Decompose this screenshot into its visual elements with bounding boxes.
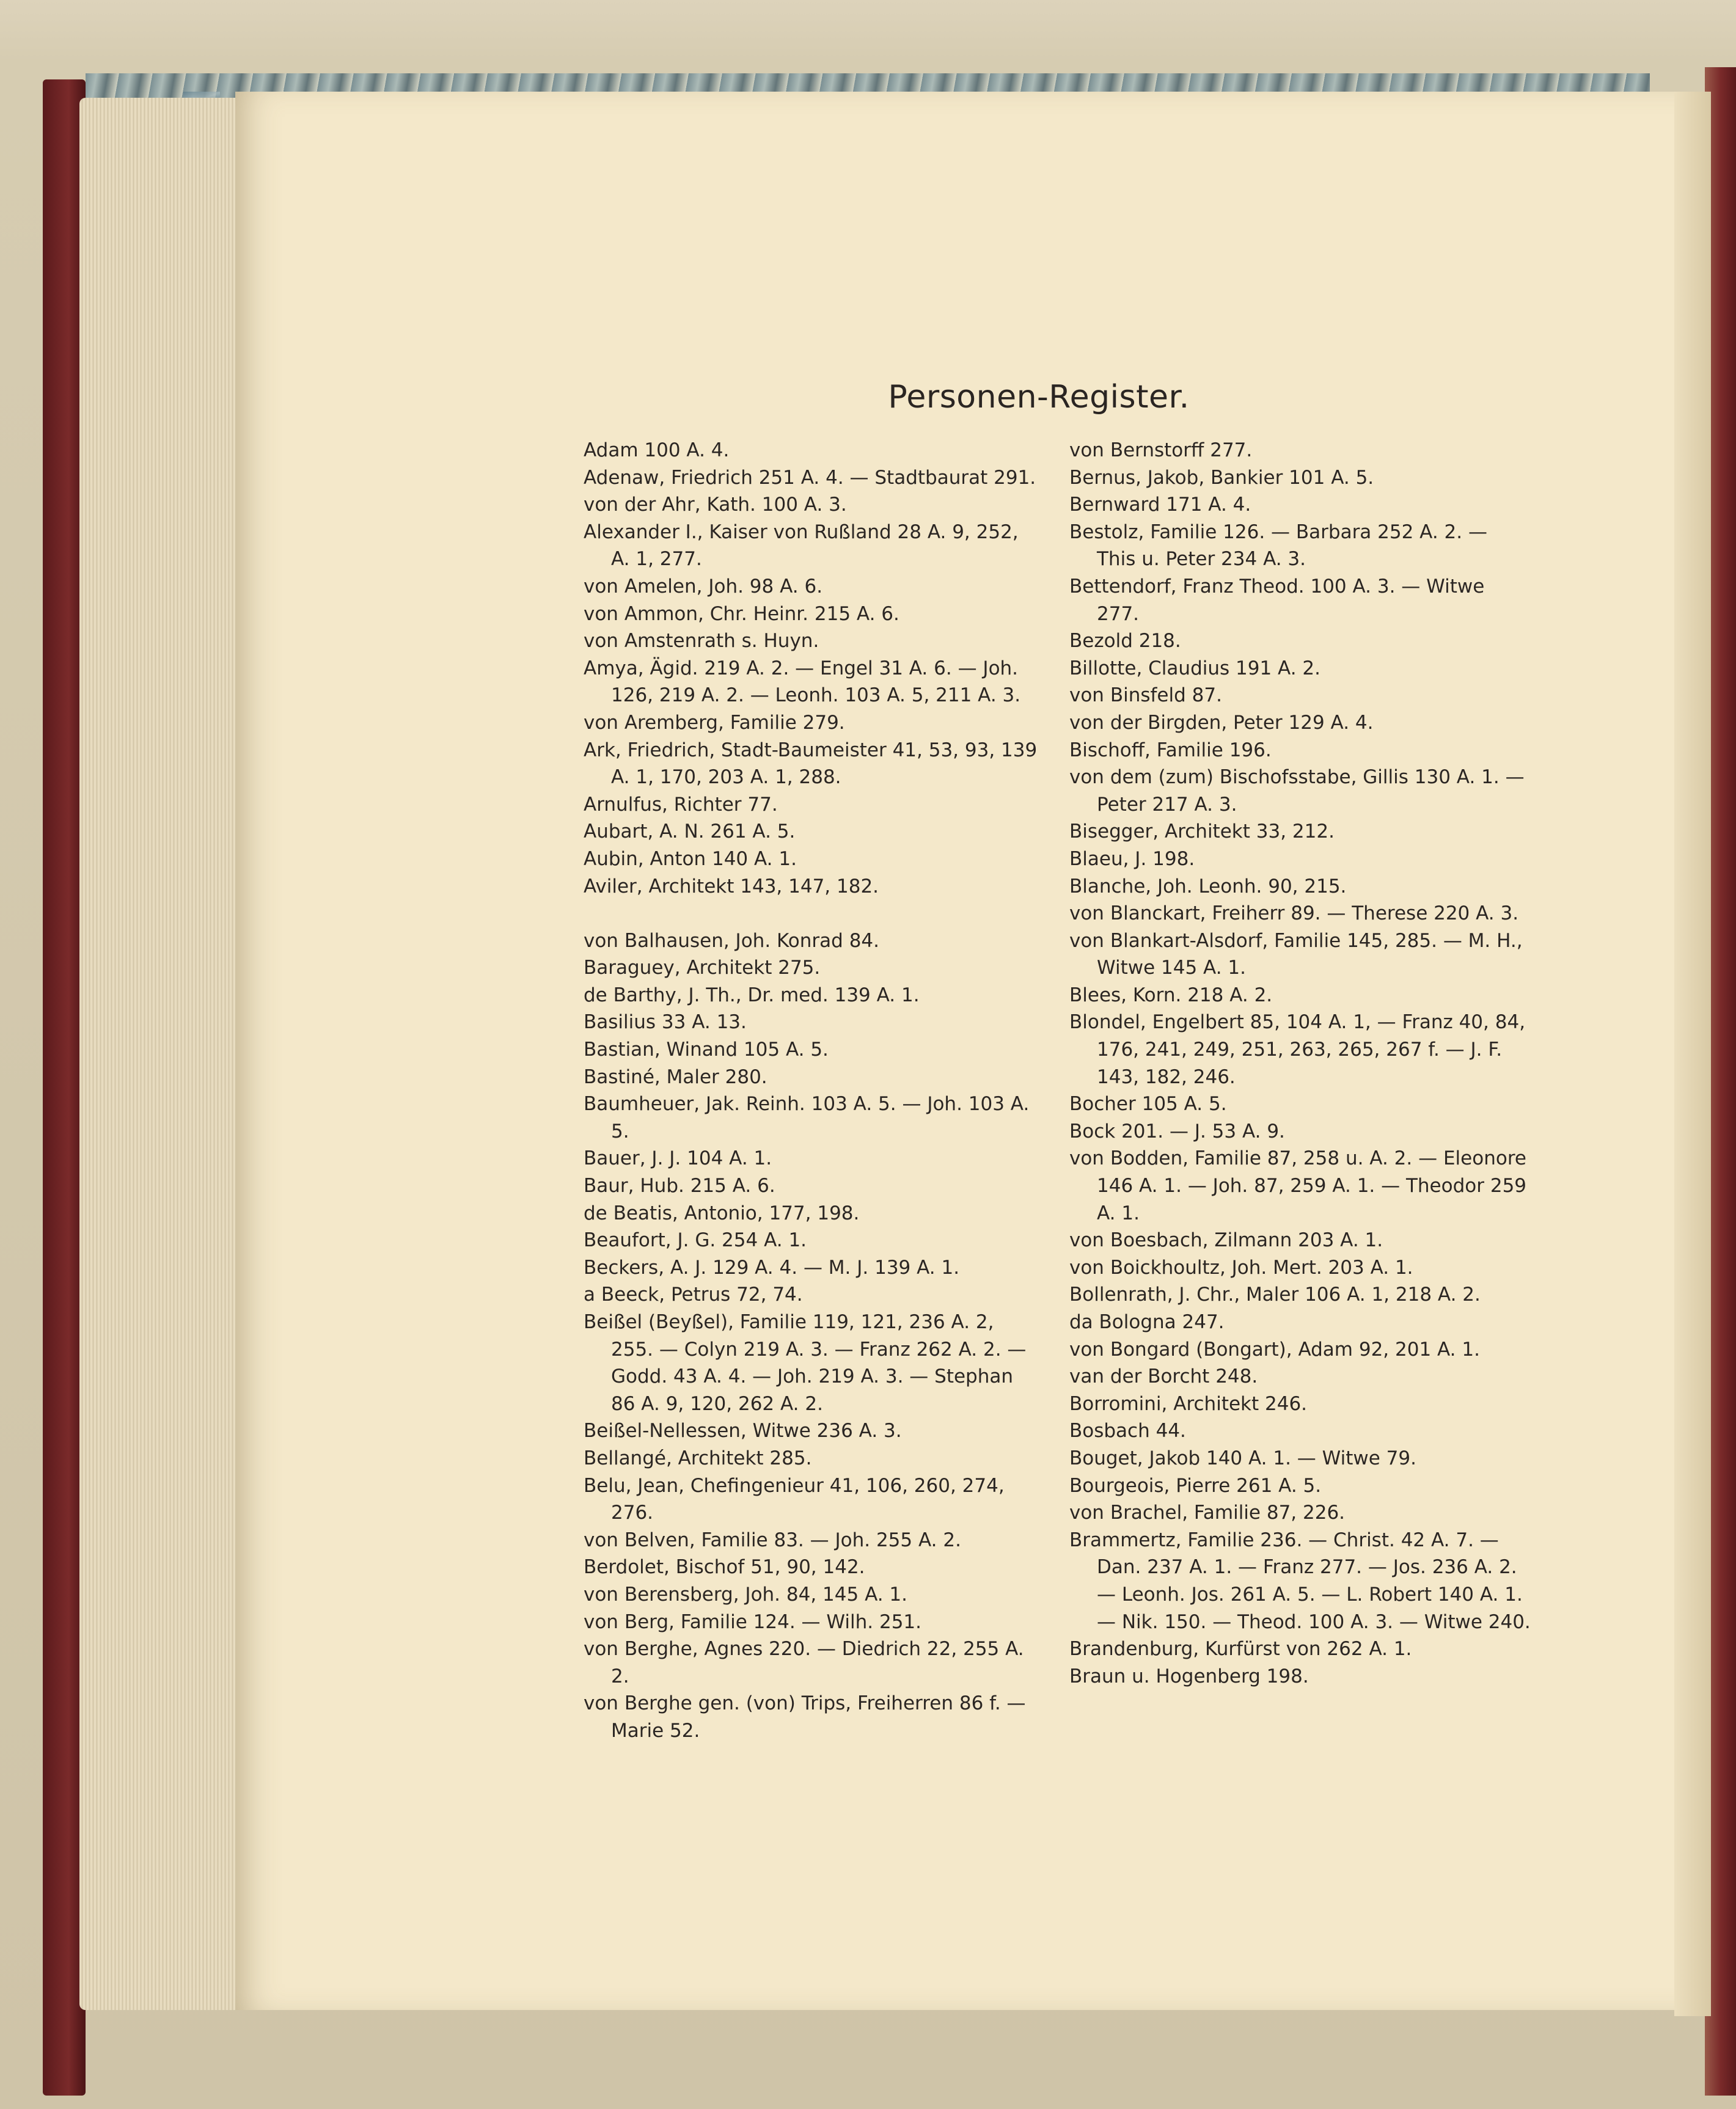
index-entry: van der Borcht 248.: [1069, 1365, 1258, 1388]
index-entry: von Aremberg, Familie 279.: [584, 711, 845, 734]
index-entry: Bocher 105 A. 5.: [1069, 1093, 1227, 1116]
index-entry: Bock 201. — J. 53 A. 9.: [1069, 1120, 1285, 1142]
index-entry: Bauer, J. J. 104 A. 1.: [584, 1147, 772, 1170]
section-gap: [584, 900, 1039, 927]
index-entry: von Bodden, Familie 87, 258 u. A. 2. — Eleonore 146 A. 1. — Joh. 87, 259 A. 1. — Theodor 259 A. 1.: [1069, 1147, 1527, 1224]
index-entry: Baur, Hub. 215 A. 6.: [584, 1175, 775, 1197]
index-entry: Borromini, Architekt 246.: [1069, 1392, 1308, 1415]
index-entry: Alexander I., Kaiser von Rußland 28 A. 9, 252, A. 1, 277.: [584, 521, 1019, 571]
index-entry: Aubart, A. N. 261 A. 5.: [584, 821, 796, 843]
index-entry: Basilius 33 A. 13.: [584, 1011, 747, 1034]
index-entry: von Belven, Familie 83. — Joh. 255 A. 2.: [584, 1529, 961, 1551]
index-entry: Bastian, Winand 105 A. 5.: [584, 1039, 829, 1061]
index-entry: Blees, Korn. 218 A. 2.: [1069, 984, 1273, 1006]
index-entry: Bernus, Jakob, Bankier 101 A. 5.: [1069, 466, 1374, 489]
index-entry: von Berg, Familie 124. — Wilh. 251.: [584, 1610, 921, 1633]
index-entry: Bellangé, Architekt 285.: [584, 1447, 812, 1469]
index-entry: Billotte, Claudius 191 A. 2.: [1069, 657, 1320, 679]
index-entry: Adam 100 A. 4.: [584, 439, 730, 461]
index-entry: Beißel (Beyßel), Familie 119, 121, 236 A. 2, 255. — Colyn 219 A. 3. — Franz 262 A. 2. — Godd. 43 A. 4. — Joh. 219 A. 3. — Stephan 86 A. 9, 120, 262 A. 2.: [584, 1311, 1027, 1415]
index-entry: von Blanckart, Freiherr 89. — Therese 220 A. 3.: [1069, 902, 1519, 925]
index-entry: Braun u. Hogenberg 198.: [1069, 1665, 1309, 1687]
index-entry: Bourgeois, Pierre 261 A. 5.: [1069, 1474, 1322, 1497]
index-entry: Belu, Jean, Chefingenieur 41, 106, 260, 274, 276.: [584, 1474, 1005, 1524]
index-entry: von der Birgden, Peter 129 A. 4.: [1069, 711, 1374, 734]
index-entry: Beckers, A. J. 129 A. 4. — M. J. 139 A. 1.: [584, 1256, 960, 1279]
index-entry: von Berghe gen. (von) Trips, Freiherren 86 f. — Marie 52.: [584, 1692, 1026, 1742]
index-entry: Brammertz, Familie 236. — Christ. 42 A. 7. — Dan. 237 A. 1. — Franz 277. — Jos. 236 A. 2. — Leonh. Jos. 261 A. 5. — L. Robert 140 A. 1. — Nik. 150. — Theod. 100 A. 3. — Witwe 240.: [1069, 1529, 1531, 1633]
index-entry: von Boickhoultz, Joh. Mert. 203 A. 1.: [1069, 1256, 1413, 1279]
index-entry: von Ammon, Chr. Heinr. 215 A. 6.: [584, 602, 899, 625]
index-entry: Berdolet, Bischof 51, 90, 142.: [584, 1556, 865, 1579]
index-entry: Baumheuer, Jak. Reinh. 103 A. 5. — Joh. 103 A. 5.: [584, 1093, 1030, 1142]
index-entry: Bezold 218.: [1069, 630, 1181, 652]
index-entry: von Binsfeld 87.: [1069, 684, 1222, 707]
index-entry: Arnulfus, Richter 77.: [584, 793, 778, 816]
index-entry: Bettendorf, Franz Theod. 100 A. 3. — Witwe 277.: [1069, 575, 1485, 625]
index-entry: Aubin, Anton 140 A. 1.: [584, 847, 797, 870]
index-entry: da Bologna 247.: [1069, 1311, 1225, 1333]
index-entry: de Barthy, J. Th., Dr. med. 139 A. 1.: [584, 984, 920, 1006]
index-group-b-continued: [1069, 437, 1531, 1690]
index-entry: Bischoff, Familie 196.: [1069, 739, 1272, 761]
page-title: Personen-Register.: [888, 379, 1190, 415]
index-entry: von Balhausen, Joh. Konrad 84.: [584, 929, 879, 952]
index-entry: Amya, Ägid. 219 A. 2. — Engel 31 A. 6. — Joh. 126, 219 A. 2. — Leonh. 103 A. 5, 211 A. 3.: [584, 657, 1021, 707]
index-group-b: [584, 927, 1039, 1745]
index-entry: von dem (zum) Bischofsstabe, Gillis 130 A. 1. — Peter 217 A. 3.: [1069, 766, 1525, 816]
index-entry: von Amstenrath s. Huyn.: [584, 630, 819, 652]
index-entry: von Bernstorff 277.: [1069, 439, 1253, 461]
index-entry: Bollenrath, J. Chr., Maler 106 A. 1, 218 A. 2.: [1069, 1284, 1481, 1306]
index-entry: Beaufort, J. G. 254 A. 1.: [584, 1229, 807, 1252]
index-column-right: [1069, 437, 1531, 1690]
index-column-left: [584, 437, 1039, 1745]
index-entry: Bestolz, Familie 126. — Barbara 252 A. 2. — This u. Peter 234 A. 3.: [1069, 521, 1487, 571]
index-entry: Bouget, Jakob 140 A. 1. — Witwe 79.: [1069, 1447, 1416, 1469]
index-entry: von Brachel, Familie 87, 226.: [1069, 1502, 1346, 1524]
index-entry: Bernward 171 A. 4.: [1069, 494, 1251, 516]
index-entry: Blaeu, J. 198.: [1069, 847, 1195, 870]
index-entry: Adenaw, Friedrich 251 A. 4. — Stadtbaurat 291.: [584, 466, 1036, 489]
index-entry: Brandenburg, Kurfürst von 262 A. 1.: [1069, 1638, 1412, 1661]
index-entry: Beißel-Nellessen, Witwe 236 A. 3.: [584, 1420, 902, 1442]
index-entry: Bastiné, Maler 280.: [584, 1065, 767, 1088]
index-entry: von Blankart-Alsdorf, Familie 145, 285. — M. H., Witwe 145 A. 1.: [1069, 929, 1523, 979]
index-entry: de Beatis, Antonio, 177, 198.: [584, 1202, 860, 1224]
page-stack-edges: [79, 98, 238, 2010]
index-entry: a Beeck, Petrus 72, 74.: [584, 1284, 803, 1306]
index-entry: von Boesbach, Zilmann 203 A. 1.: [1069, 1229, 1383, 1252]
index-entry: Blondel, Engelbert 85, 104 A. 1, — Franz 40, 84, 176, 241, 249, 251, 263, 265, 267 f. — J. F. 143, 182, 246.: [1069, 1011, 1526, 1088]
index-entry: Baraguey, Architekt 275.: [584, 957, 821, 979]
index-entry: Bosbach 44.: [1069, 1420, 1186, 1442]
index-entry: Ark, Friedrich, Stadt-Baumeister 41, 53, 93, 139 A. 1, 170, 203 A. 1, 288.: [584, 739, 1038, 789]
index-entry: von Bongard (Bongart), Adam 92, 201 A. 1.: [1069, 1338, 1480, 1361]
next-page-edge: [1674, 92, 1711, 2016]
index-entry: von Berensberg, Joh. 84, 145 A. 1.: [584, 1583, 908, 1606]
index-entry: von Amelen, Joh. 98 A. 6.: [584, 575, 823, 598]
index-group-a: [584, 437, 1039, 900]
index-entry: von der Ahr, Kath. 100 A. 3.: [584, 494, 847, 516]
index-entry: Bisegger, Architekt 33, 212.: [1069, 821, 1335, 843]
index-entry: von Berghe, Agnes 220. — Diedrich 22, 255 A. 2.: [584, 1638, 1024, 1687]
index-entry: Blanche, Joh. Leonh. 90, 215.: [1069, 875, 1347, 897]
index-entry: Aviler, Architekt 143, 147, 182.: [584, 875, 879, 897]
